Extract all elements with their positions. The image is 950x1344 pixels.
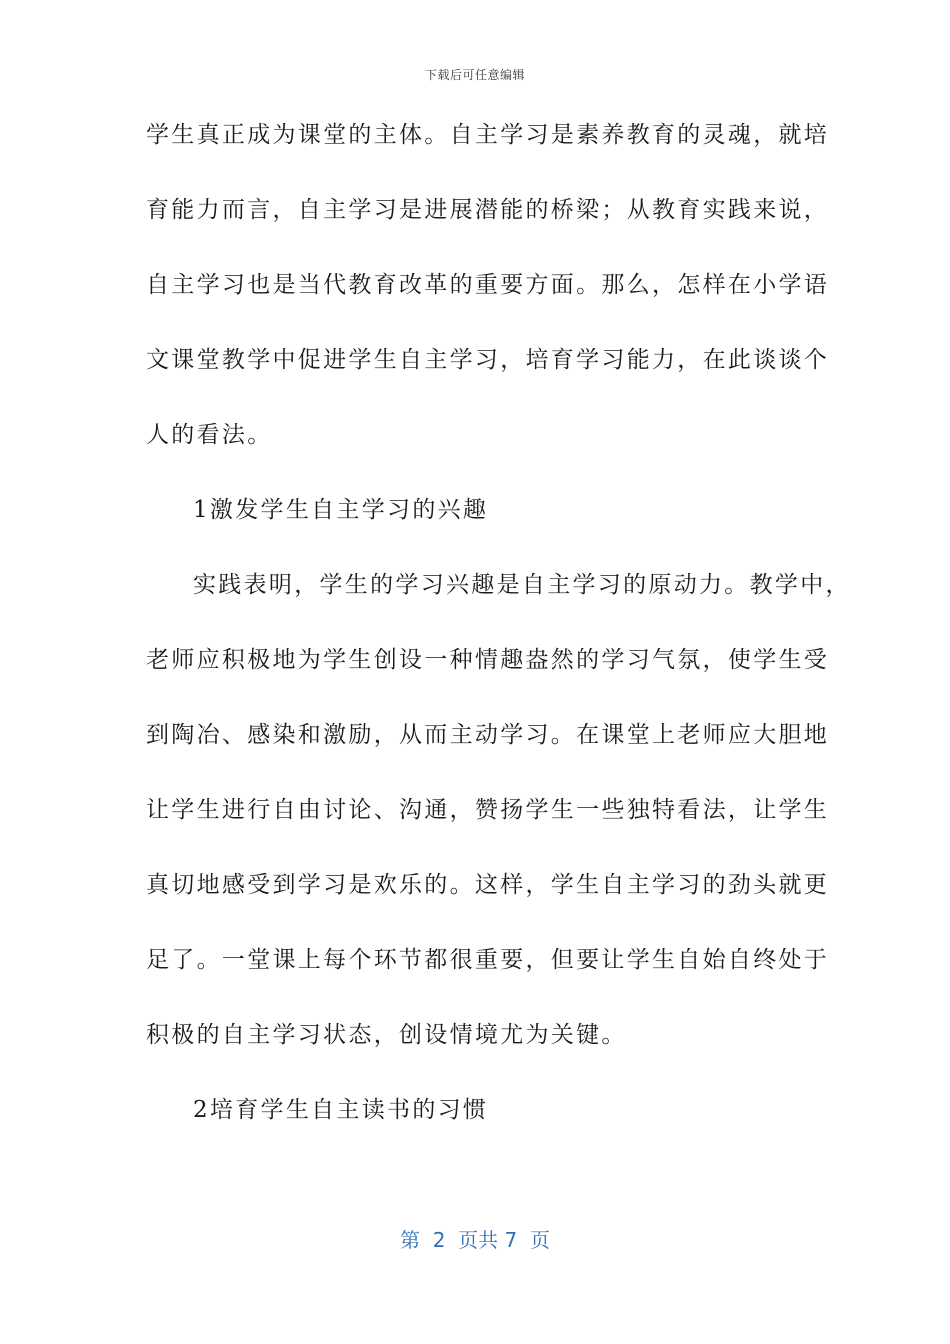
document-body (146, 120, 851, 1170)
body-line: 文课堂教学中促进学生自主学习，培育学习能力，在此谈谈个 (146, 347, 830, 373)
body-line: 自主学习也是当代教育改革的重要方面。那么，怎样在小学语 (146, 272, 830, 298)
body-line: 学生真正成为课堂的主体。自主学习是素养教育的灵魂，就培 (146, 122, 830, 148)
body-line: 足了。一堂课上每个环节都很重要，但要让学生自始自终处于 (146, 947, 830, 973)
body-line: 老师应积极地为学生创设一种情趣盎然的学习气氛，使学生受 (146, 647, 830, 673)
section-heading-1: 1激发学生自主学习的兴趣 (193, 497, 489, 523)
body-line: 人的看法。 (146, 422, 273, 448)
body-line: 实践表明，学生的学习兴趣是自主学习的原动力。教学中， (193, 572, 851, 598)
page-number-footer: 第 2 页共 7 页 (400, 1228, 550, 1252)
body-line: 到陶冶、感染和激励，从而主动学习。在课堂上老师应大胆地 (146, 722, 830, 748)
body-line: 积极的自主学习状态，创设情境尤为关键。 (146, 1022, 627, 1048)
body-line: 真切地感受到学习是欢乐的。这样，学生自主学习的劲头就更 (146, 872, 830, 898)
section-heading-2: 2培育学生自主读书的习惯 (193, 1097, 489, 1123)
body-line: 让学生进行自由讨论、沟通，赞扬学生一些独特看法，让学生 (146, 797, 830, 823)
body-line: 育能力而言，自主学习是进展潜能的桥梁；从教育实践来说， (146, 197, 830, 223)
page-header-note: 下载后可任意编辑 (424, 68, 525, 82)
